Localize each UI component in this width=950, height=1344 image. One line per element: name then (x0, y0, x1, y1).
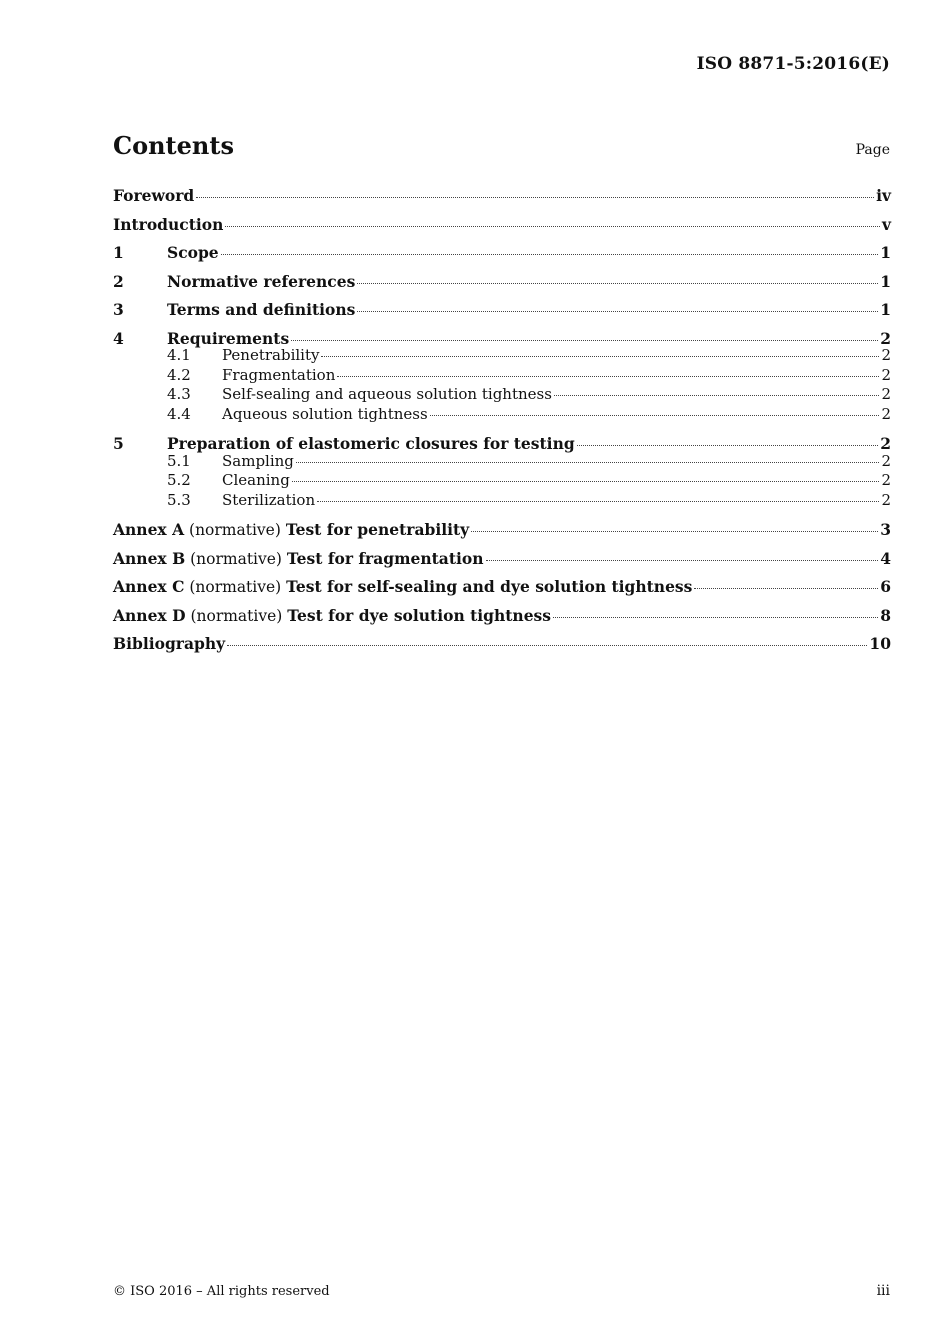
toc-entry-page: 2 (881, 490, 891, 509)
annex-type: (normative) (189, 578, 282, 596)
toc-entry-title: Self-sealing and aqueous solution tightness (222, 385, 552, 403)
toc-entry-page: 2 (881, 471, 891, 489)
dot-leader (486, 560, 879, 561)
toc-subentry-5-3[interactable] (113, 491, 891, 511)
annex-label: Annex D (113, 605, 186, 625)
toc-entry-page: 2 (881, 451, 891, 470)
dot-leader (554, 395, 880, 396)
subclause-number: 5.1 (167, 451, 191, 470)
toc-entry-page: 6 (880, 577, 891, 596)
dot-leader (471, 531, 878, 532)
clause-number: 4 (113, 328, 124, 348)
toc-entry-page: 2 (881, 385, 891, 403)
annex-label: Annex C (113, 577, 185, 596)
dot-leader (296, 462, 880, 463)
annex-title: Test for fragmentation (286, 548, 484, 568)
toc-entry-page: 2 (881, 365, 891, 384)
toc-entry-annex-d[interactable] (113, 604, 891, 633)
clause-number: 2 (113, 271, 124, 291)
toc-entry-introduction[interactable] (113, 213, 891, 242)
dot-leader (430, 415, 880, 416)
clause-number: 3 (113, 300, 124, 319)
annex-type: (normative) (189, 521, 281, 539)
table-of-contents (113, 184, 891, 661)
subclause-number: 5.3 (167, 490, 191, 509)
dot-leader (694, 588, 878, 589)
dot-leader (357, 311, 878, 312)
dot-leader (337, 376, 879, 377)
toc-entry-title: Bibliography (113, 634, 226, 653)
toc-entry-title: Introduction (113, 214, 224, 234)
toc-entry-page: 2 (880, 328, 891, 348)
toc-subentry-5-2[interactable] (113, 471, 891, 491)
dot-leader (227, 645, 867, 646)
toc-entry-page: 8 (880, 605, 891, 625)
annex-type: (normative) (190, 549, 282, 568)
toc-entry-page: 10 (869, 634, 891, 653)
dot-leader (321, 356, 879, 357)
toc-entry-title: Normative references (167, 271, 356, 291)
toc-entry-page: 1 (880, 300, 891, 319)
toc-entry-title: Sampling (222, 451, 294, 470)
toc-entry-title: Cleaning (222, 471, 290, 489)
toc-entry-page: iv (876, 186, 891, 205)
toc-entry-title: Requirements (167, 328, 290, 348)
clause-number: 1 (113, 243, 124, 262)
annex-type: (normative) (190, 606, 283, 625)
dot-leader (357, 283, 878, 284)
dot-leader (291, 340, 878, 341)
toc-subentry-4-4[interactable] (113, 405, 891, 425)
dot-leader (221, 254, 879, 255)
annex-label: Annex A (113, 520, 185, 539)
annex-title: Test for dye solution tightness (287, 605, 552, 625)
toc-entry-annex-c[interactable] (113, 575, 891, 604)
toc-entry-title: Terms and definitions (167, 300, 356, 319)
toc-entry-page: 2 (881, 346, 891, 364)
dot-leader (577, 445, 879, 446)
dot-leader (225, 226, 880, 227)
dot-leader (317, 501, 879, 502)
subclause-number: 5.2 (167, 471, 191, 489)
toc-entry-foreword[interactable] (113, 184, 891, 213)
toc-entry-title: Foreword (113, 186, 195, 205)
toc-entry-page: 4 (880, 548, 891, 568)
toc-subentry-4-1[interactable] (113, 346, 891, 366)
subclause-number: 4.2 (167, 365, 191, 384)
dot-leader (553, 617, 878, 618)
page-column-label: Page (855, 142, 890, 158)
contents-heading: Contents (113, 131, 234, 160)
toc-entry-clause-2[interactable] (113, 270, 891, 299)
toc-entry-title: Aqueous solution tightness (222, 404, 428, 423)
annex-title: Test for penetrability (285, 520, 470, 539)
subclause-number: 4.4 (167, 404, 191, 423)
document-id: ISO 8871-5:2016(E) (696, 54, 890, 74)
toc-entry-title: Preparation of elastomeric closures for testing (167, 434, 575, 453)
page-number: iii (876, 1283, 890, 1299)
toc-entry-annex-b[interactable] (113, 547, 891, 576)
annex-label: Annex B (113, 548, 186, 568)
toc-subentry-4-2[interactable] (113, 366, 891, 386)
copyright-notice: © ISO 2016 – All rights reserved (113, 1284, 330, 1299)
toc-entry-clause-1[interactable] (113, 241, 891, 270)
toc-entry-page: 1 (880, 271, 891, 291)
toc-entry-page: 2 (880, 434, 891, 453)
toc-entry-page: v (881, 214, 891, 234)
toc-entry-annex-a[interactable] (113, 518, 891, 547)
toc-entry-title: Penetrability (222, 346, 320, 364)
subclause-number: 4.1 (167, 346, 191, 364)
toc-entry-clause-3[interactable] (113, 298, 891, 327)
toc-entry-bibliography[interactable] (113, 632, 891, 661)
toc-entry-page: 3 (880, 520, 891, 539)
clause-number: 5 (113, 434, 124, 453)
dot-leader (196, 197, 874, 198)
annex-title: Test for self-sealing and dye solution tightness (286, 577, 693, 596)
toc-entry-title: Fragmentation (222, 365, 336, 384)
dot-leader (292, 481, 880, 482)
toc-subentry-5-1[interactable] (113, 452, 891, 472)
toc-entry-title: Scope (167, 243, 219, 262)
toc-subentry-4-3[interactable] (113, 385, 891, 405)
toc-entry-page: 2 (881, 404, 891, 423)
toc-entry-page: 1 (880, 243, 891, 262)
toc-entry-title: Sterilization (222, 490, 316, 509)
subclause-number: 4.3 (167, 385, 191, 403)
